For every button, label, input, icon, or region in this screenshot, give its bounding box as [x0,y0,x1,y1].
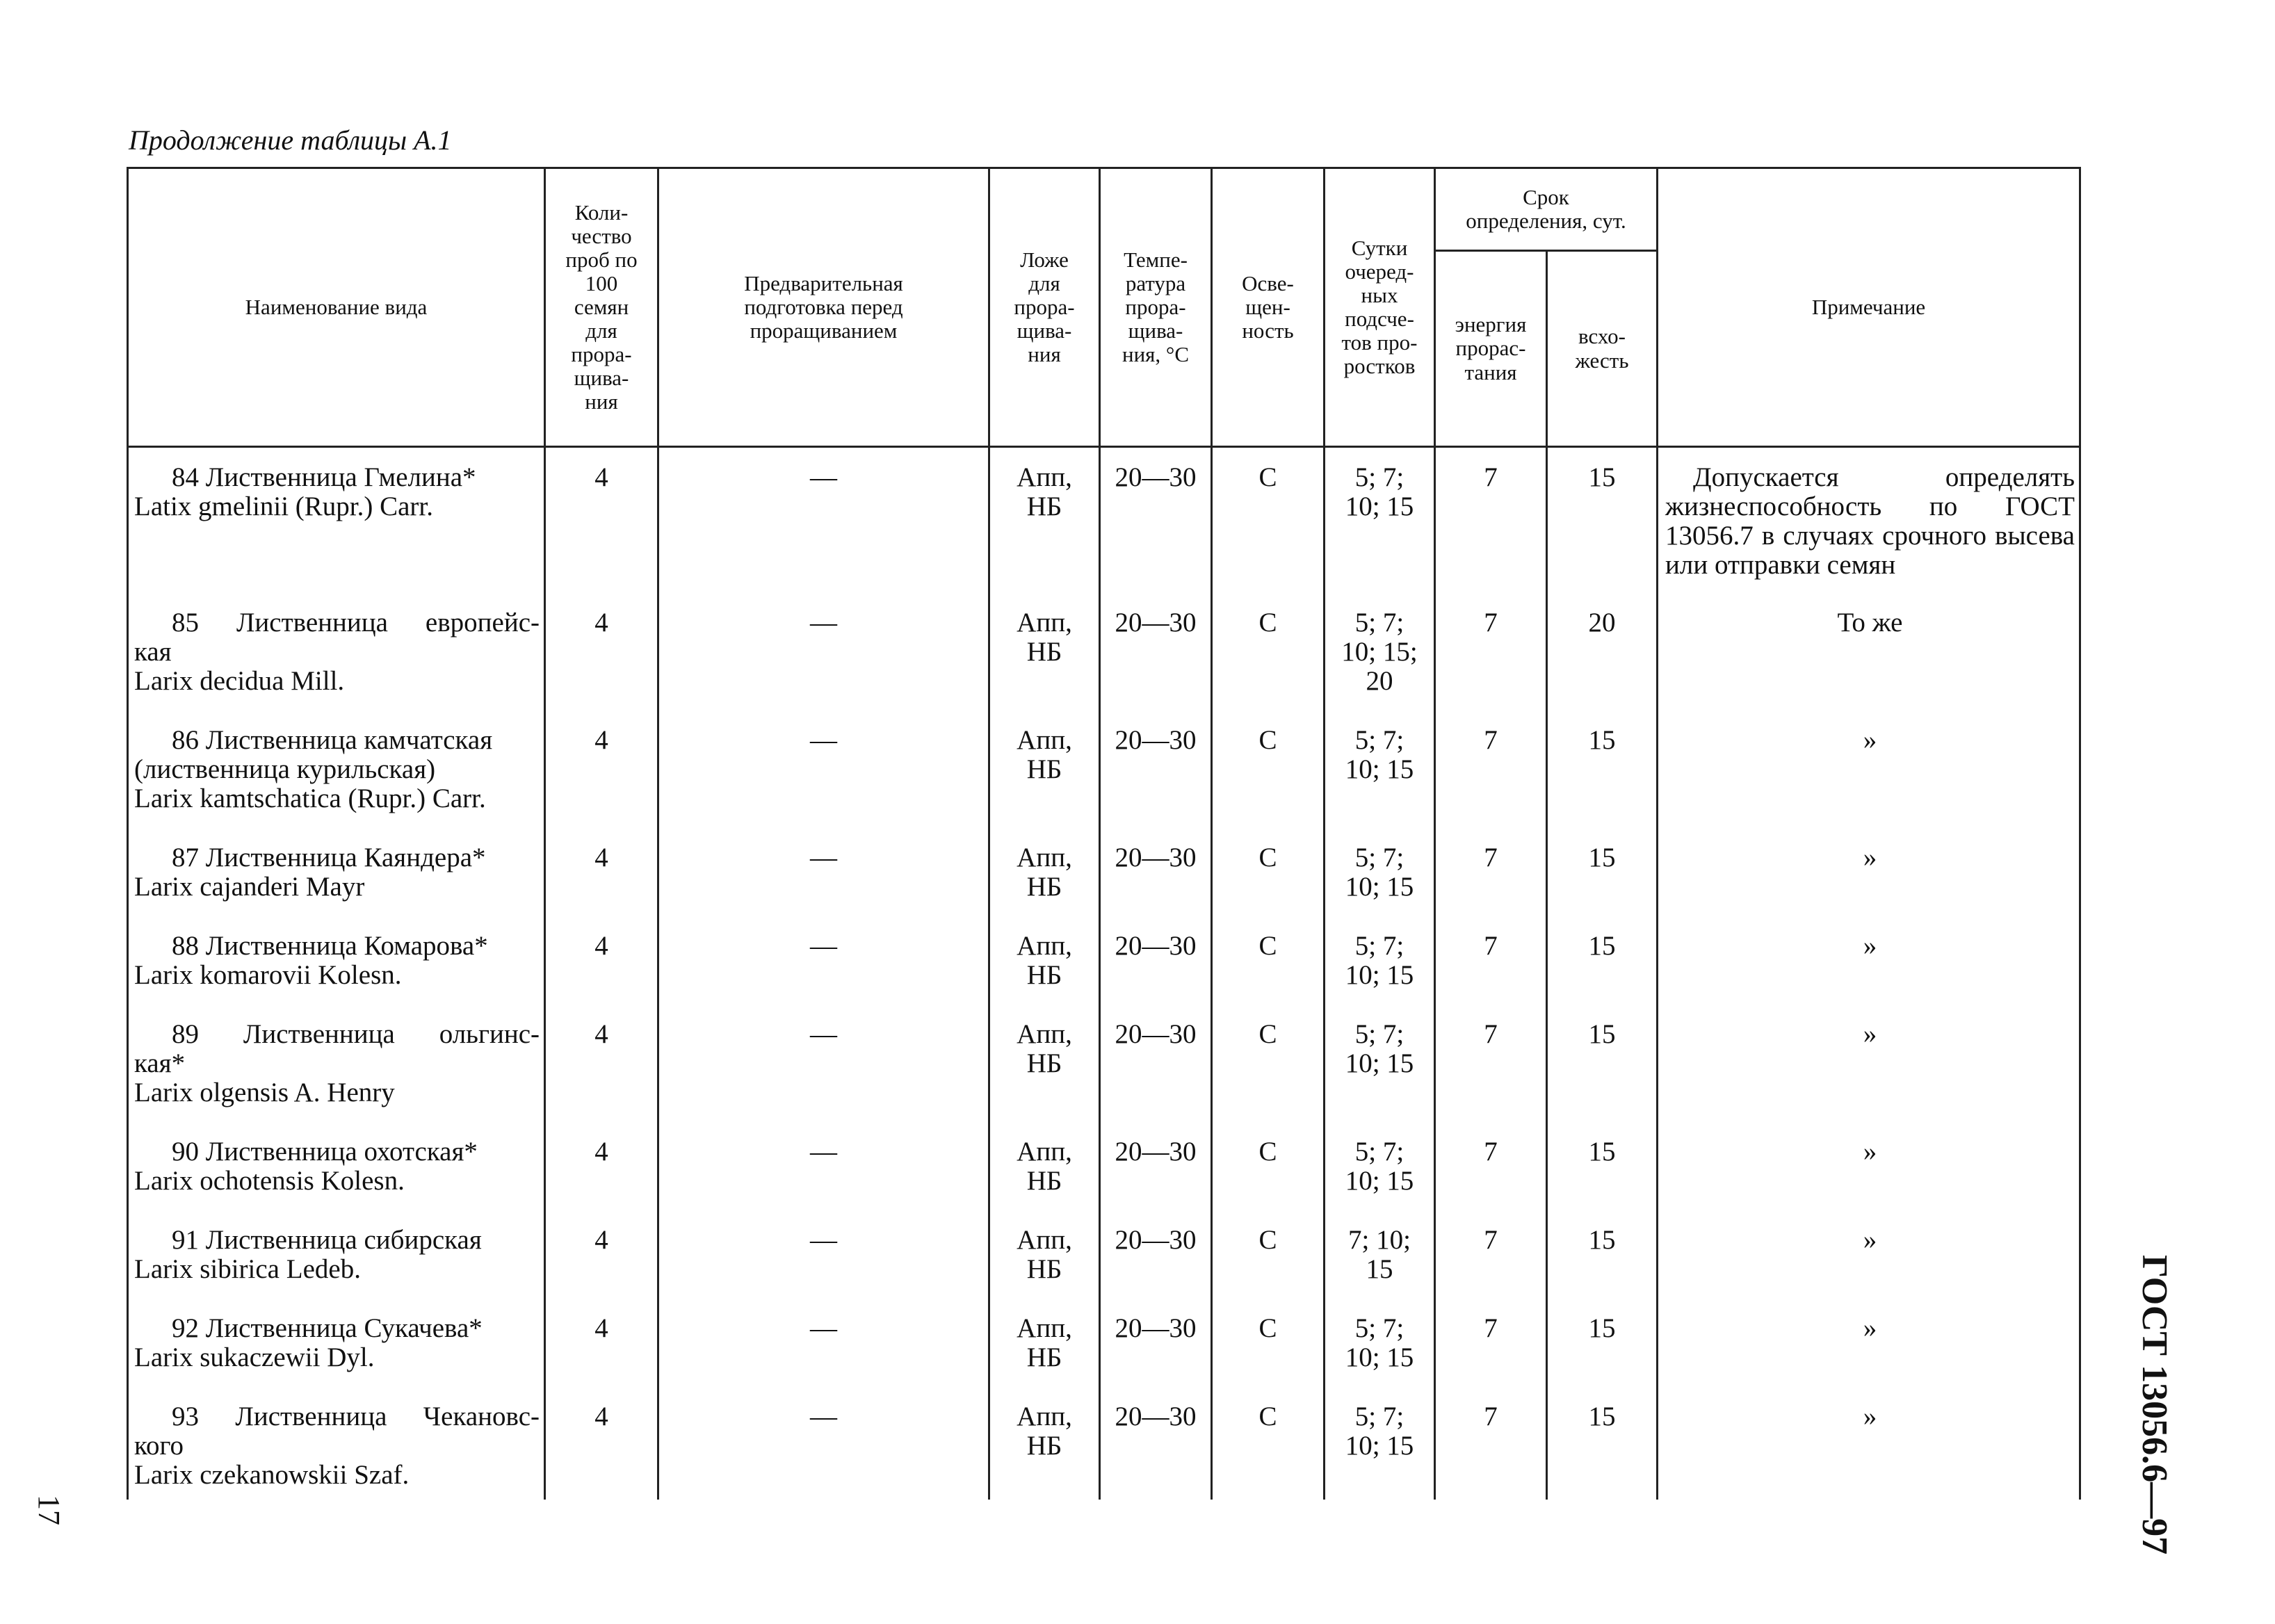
cell-temperature: 20—30 [1100,1005,1212,1122]
table-row [128,1122,2080,1210]
cell-samples: 4 [545,447,658,593]
cell-note: » [1658,1005,2080,1122]
cell-temperature: 20—30 [1100,916,1212,1005]
cell-germination: 15 [1547,1210,1658,1299]
cell-name: 84 Лиственница Гмелина* Latix gmelinii (Rupr.) Carr. [128,447,545,593]
header-bed: Ложе для прора- щива- ния [989,168,1100,447]
cell-temperature: 20—30 [1100,1387,1212,1500]
cell-germination: 15 [1547,916,1658,1005]
cell-bed: Апп, НБ [989,828,1100,916]
cell-light: С [1212,593,1325,710]
cell-samples: 4 [545,1005,658,1122]
cell-preparation: — [658,1122,989,1210]
header-light: Осве- щен- ность [1212,168,1325,447]
cell-preparation: — [658,916,989,1005]
cell-light: С [1212,1387,1325,1500]
cell-temperature: 20—30 [1100,593,1212,710]
cell-counting-days: 5; 7; 10; 15 [1325,916,1435,1005]
cell-germination: 20 [1547,593,1658,710]
cell-preparation: — [658,828,989,916]
cell-bed: Апп, НБ [989,447,1100,593]
header-temperature: Темпе- ратура прора- щива- ния, °С [1100,168,1212,447]
cell-temperature: 20—30 [1100,1122,1212,1210]
cell-bed: Апп, НБ [989,710,1100,828]
cell-energy: 7 [1435,710,1547,828]
cell-name: 89 Лиственница ольгинс- кая* Larix olgensis A. Henry [128,1005,545,1122]
cell-samples: 4 [545,828,658,916]
cell-energy: 7 [1435,1387,1547,1500]
cell-bed: Апп, НБ [989,1299,1100,1387]
table-body [128,447,2080,1500]
cell-note: » [1658,1210,2080,1299]
cell-counting-days: 5; 7; 10; 15 [1325,447,1435,593]
cell-preparation: — [658,593,989,710]
cell-germination: 15 [1547,1299,1658,1387]
cell-name: 87 Лиственница Каяндера* Larix cajanderi Mayr [128,828,545,916]
cell-preparation: — [658,1299,989,1387]
cell-bed: Апп, НБ [989,916,1100,1005]
cell-bed: Апп, НБ [989,593,1100,710]
table-row [128,710,2080,828]
seed-testing-table [127,167,2081,1500]
header-energy: энергия прорас- тания [1435,251,1547,447]
cell-energy: 7 [1435,593,1547,710]
table-row [128,447,2080,593]
cell-germination: 15 [1547,828,1658,916]
table-row [128,1210,2080,1299]
cell-light: С [1212,1005,1325,1122]
cell-samples: 4 [545,916,658,1005]
cell-samples: 4 [545,1210,658,1299]
cell-bed: Апп, НБ [989,1387,1100,1500]
cell-bed: Апп, НБ [989,1210,1100,1299]
page-number: 17 [32,1495,66,1525]
header-counting-days: Сутки очеред- ных подсче- тов про- ростков [1325,168,1435,447]
cell-germination: 15 [1547,1387,1658,1500]
header-name: Наименование вида [128,168,545,447]
cell-light: С [1212,1122,1325,1210]
cell-energy: 7 [1435,828,1547,916]
cell-note: » [1658,1387,2080,1500]
cell-samples: 4 [545,1387,658,1500]
cell-light: С [1212,916,1325,1005]
cell-note: » [1658,1122,2080,1210]
cell-preparation: — [658,1005,989,1122]
cell-germination: 15 [1547,1005,1658,1122]
cell-note: » [1658,828,2080,916]
cell-samples: 4 [545,710,658,828]
cell-note: Допускается определять жизнеспособность по ГОСТ 13056.7 в случаях срочного высева или отправки семян [1658,447,2080,593]
cell-samples: 4 [545,1122,658,1210]
cell-temperature: 20—30 [1100,828,1212,916]
cell-germination: 15 [1547,710,1658,828]
cell-energy: 7 [1435,447,1547,593]
cell-energy: 7 [1435,1210,1547,1299]
cell-name: 92 Лиственница Сукачева* Larix sukaczewii Dyl. [128,1299,545,1387]
cell-name: 90 Лиственница охотская* Larix ochotensis Kolesn. [128,1122,545,1210]
header-samples: Коли- чество проб по 100 семян для прора- щива- ния [545,168,658,447]
cell-bed: Апп, НБ [989,1122,1100,1210]
cell-light: С [1212,1210,1325,1299]
cell-bed: Апп, НБ [989,1005,1100,1122]
cell-note: » [1658,916,2080,1005]
cell-note: То же [1658,593,2080,710]
cell-light: С [1212,1299,1325,1387]
cell-counting-days: 5; 7; 10; 15 [1325,1299,1435,1387]
table-row [128,1387,2080,1500]
table-caption: Продолжение таблицы А.1 [129,124,452,156]
cell-name: 86 Лиственница камчатская (лиственница курильская) Larix kamtschatica (Rupr.) Carr. [128,710,545,828]
table-row [128,916,2080,1005]
table-row [128,828,2080,916]
cell-counting-days: 5; 7; 10; 15 [1325,1005,1435,1122]
cell-note: » [1658,710,2080,828]
cell-name: 91 Лиственница сибирская Larix sibirica Ledeb. [128,1210,545,1299]
table-row [128,1005,2080,1122]
cell-temperature: 20—30 [1100,1210,1212,1299]
cell-temperature: 20—30 [1100,1299,1212,1387]
header-note: Примечание [1658,168,2080,447]
cell-temperature: 20—30 [1100,710,1212,828]
cell-name: 88 Лиственница Комарова* Larix komarovii Kolesn. [128,916,545,1005]
cell-preparation: — [658,447,989,593]
cell-samples: 4 [545,1299,658,1387]
table-row [128,593,2080,710]
cell-energy: 7 [1435,1299,1547,1387]
cell-germination: 15 [1547,1122,1658,1210]
cell-counting-days: 5; 7; 10; 15; 20 [1325,593,1435,710]
cell-energy: 7 [1435,1122,1547,1210]
table-header [128,168,2080,447]
cell-light: С [1212,710,1325,828]
cell-energy: 7 [1435,916,1547,1005]
cell-counting-days: 5; 7; 10; 15 [1325,1122,1435,1210]
cell-light: С [1212,828,1325,916]
cell-counting-days: 7; 10; 15 [1325,1210,1435,1299]
cell-counting-days: 5; 7; 10; 15 [1325,828,1435,916]
cell-preparation: — [658,1210,989,1299]
header-preparation: Предварительная подготовка перед проращиванием [658,168,989,447]
cell-counting-days: 5; 7; 10; 15 [1325,1387,1435,1500]
cell-germination: 15 [1547,447,1658,593]
cell-samples: 4 [545,593,658,710]
table-row [128,1299,2080,1387]
cell-light: С [1212,447,1325,593]
cell-energy: 7 [1435,1005,1547,1122]
gost-label: ГОСТ 13056.6—97 [2135,1255,2174,1555]
header-germination: всхо- жесть [1547,251,1658,447]
cell-preparation: — [658,1387,989,1500]
cell-preparation: — [658,710,989,828]
cell-name: 93 Лиственница Чекановс- кого Larix czekanowskii Szaf. [128,1387,545,1500]
cell-name: 85 Лиственница европейс- кая Larix decidua Mill. [128,593,545,710]
cell-counting-days: 5; 7; 10; 15 [1325,710,1435,828]
cell-note: » [1658,1299,2080,1387]
cell-temperature: 20—30 [1100,447,1212,593]
header-term-group: Срок определения, сут. [1435,168,1658,251]
